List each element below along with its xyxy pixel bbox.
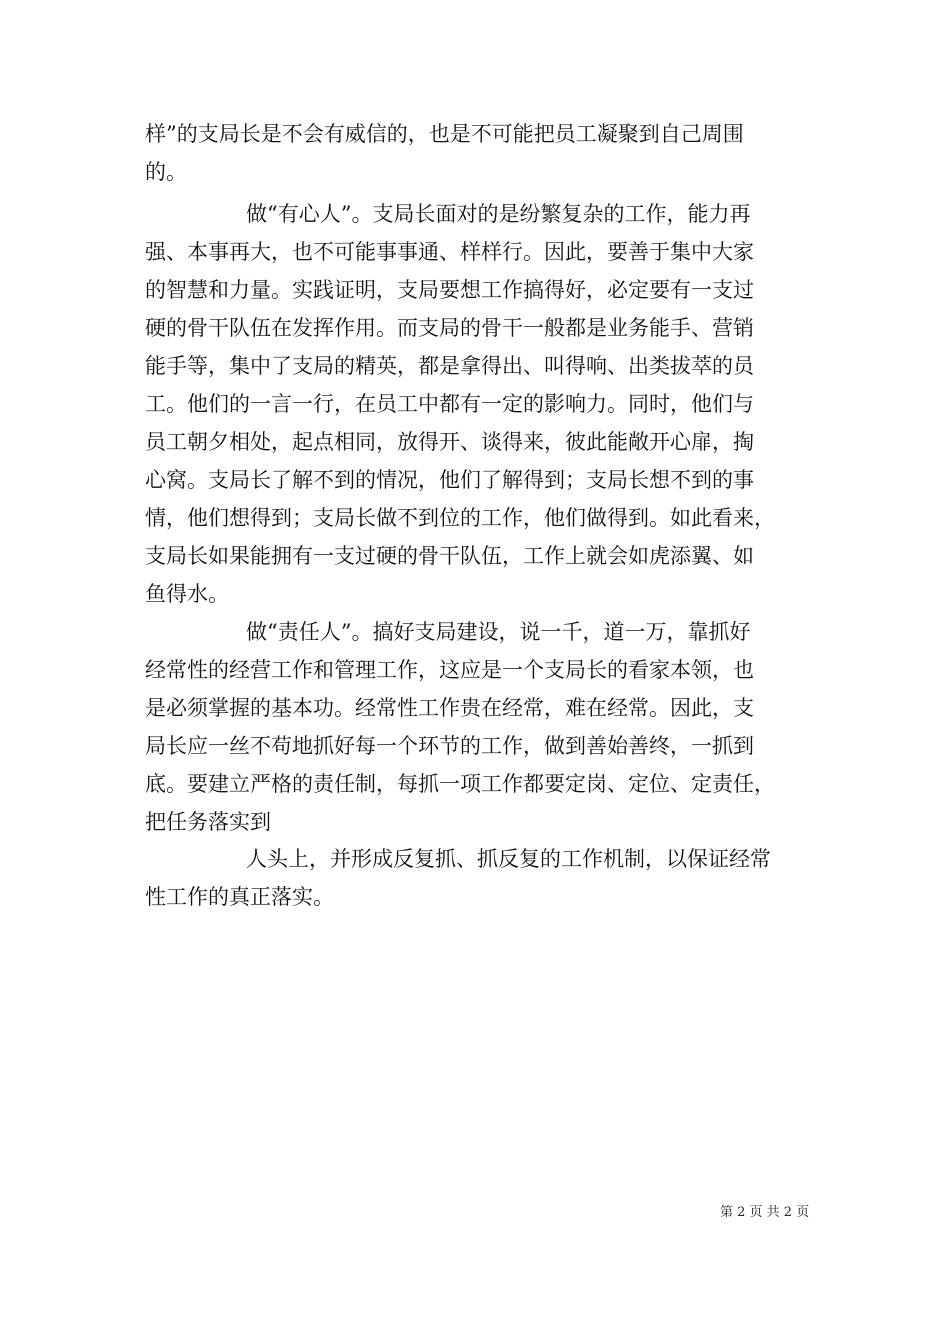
text-line: 硬的骨干队伍在发挥作用。而支局的骨干一般都是业务能手、营销	[145, 316, 754, 340]
text-line: 支局长如果能拥有一支过硬的骨干队伍，工作上就会如虎添翼、如	[145, 544, 754, 568]
text-line: 的智慧和力量。实践证明，支局要想工作搞得好，必定要有一支过	[145, 278, 754, 302]
text-line: 工。他们的一言一行，在员工中都有一定的影响力。同时，他们与	[145, 392, 754, 416]
text-line: 强、本事再大，也不可能事事通、样样行。因此，要善于集中大家	[145, 240, 754, 264]
page-number-footer: 第 2 页 共 2 页	[720, 1205, 810, 1220]
text-line: 情，他们想得到；支局长做不到位的工作，他们做得到。如此看来，	[145, 506, 775, 530]
text-line: 员工朝夕相处，起点相同，放得开、谈得来，彼此能敞开心扉，掏	[145, 430, 754, 454]
text-line: 的。	[145, 160, 187, 184]
text-line: 鱼得水。	[145, 582, 229, 606]
text-line: 心窝。支局长了解不到的情况，他们了解得到；支局长想不到的事	[145, 468, 754, 492]
text-line: 是必须掌握的基本功。经常性工作贵在经常，难在经常。因此，支	[145, 696, 754, 720]
text-line: 经常性的经营工作和管理工作，这应是一个支局长的看家本领，也	[145, 658, 754, 682]
text-line: 能手等，集中了支局的精英，都是拿得出、叫得响、出类拔萃的员	[145, 354, 754, 378]
text-line: 性工作的真正落实。	[145, 885, 334, 909]
text-line: 局长应一丝不苟地抓好每一个环节的工作，做到善始善终，一抓到	[145, 734, 754, 758]
text-line: 把任务落实到	[145, 810, 271, 834]
text-line: 底。要建立严格的责任制，每抓一项工作都要定岗、定位、定责任，	[145, 772, 775, 796]
text-line: 样”的支局长是不会有威信的，也是不可能把员工凝聚到自己周围	[145, 122, 744, 146]
text-line: 人头上，并形成反复抓、抓反复的工作机制，以保证经常	[246, 847, 771, 871]
text-line: 做“责任人”。搞好支局建设，说一千，道一万，靠抓好	[246, 620, 751, 644]
text-line: 做“有心人”。支局长面对的是纷繁复杂的工作，能力再	[246, 202, 751, 226]
